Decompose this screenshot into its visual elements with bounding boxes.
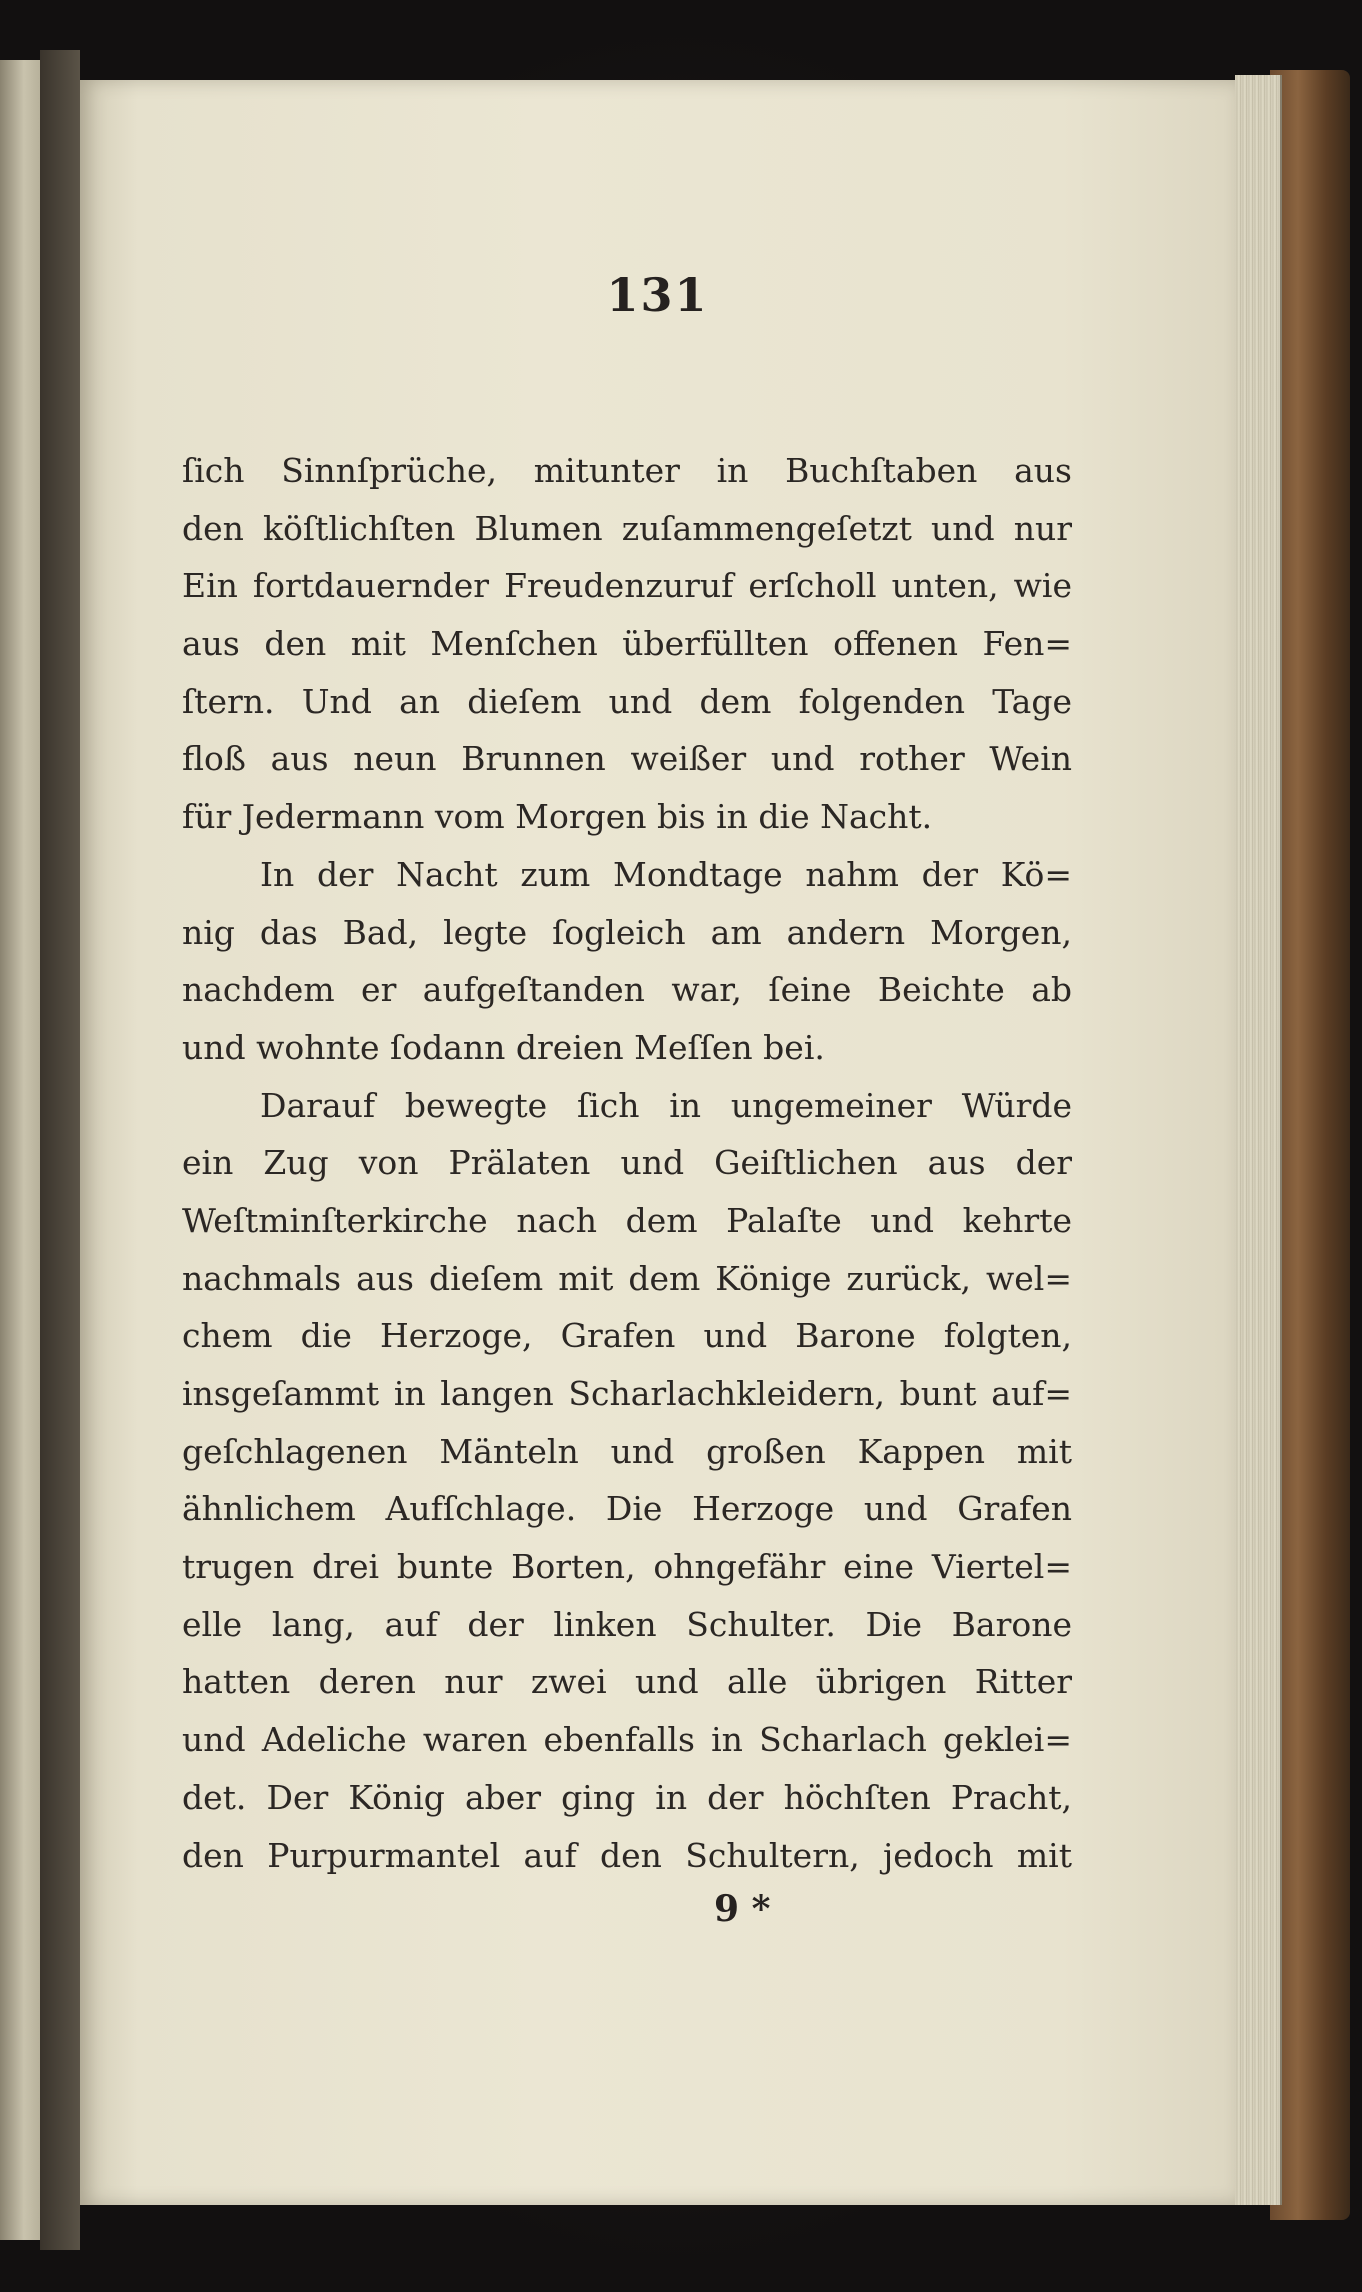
text-line: ähnlichem Aufſchlage. Die Herzoge und Grafen: [182, 1489, 1072, 1529]
text-line: für Jedermann vom Morgen bis in die Nacht.: [182, 797, 933, 837]
text-line: den köſtlichſten Blumen zuſammengeſetzt und nur: [182, 508, 1072, 548]
text-line: In der Nacht zum Mondtage nahm der Kö=: [260, 854, 1072, 894]
text-line: Ein fortdauernder Freudenzuruf erſcholl unten, wie: [182, 566, 1072, 606]
book-cover-edge: [1270, 70, 1350, 2220]
text-line: trugen drei bunte Borten, ohngefähr eine Viertel=: [182, 1547, 1072, 1587]
text-line: ſtern. Und an dieſem und dem folgenden Tage: [182, 681, 1072, 721]
text-line: nig das Bad, legte ſogleich am andern Morgen,: [182, 912, 1072, 952]
page-text: [182, 442, 1072, 1884]
text-line: det. Der König aber ging in der höchſten Pracht,: [182, 1777, 1072, 1817]
text-line: ein Zug von Prälaten und Geiſtlichen aus der: [182, 1143, 1072, 1183]
text-line: floß aus neun Brunnen weißer und rother Wein: [182, 739, 1072, 779]
text-line: nachdem er aufgeſtanden war, ſeine Beichte ab: [182, 970, 1072, 1010]
text-line: den Purpurmantel auf den Schultern, jedoch mit: [182, 1835, 1072, 1875]
text-line: und Adeliche waren ebenfalls in Scharlach geklei=: [182, 1720, 1072, 1760]
text-line: insgeſammt in langen Scharlachkleidern, bunt auf=: [182, 1374, 1072, 1413]
text-line: Weſtminſterkirche nach dem Palaſte und kehrte: [182, 1200, 1072, 1240]
text-line: hatten deren nur zwei und alle übrigen Ritter: [182, 1662, 1072, 1702]
text-line: elle lang, auf der linken Schulter. Die Barone: [182, 1604, 1072, 1644]
signature-mark: 9 *: [714, 1888, 771, 1930]
text-line: chem die Herzoge, Grafen und Barone folgten,: [182, 1316, 1072, 1356]
previous-page-edge: [0, 60, 42, 2240]
text-line: geſchlagenen Mänteln und großen Kappen mit: [182, 1431, 1072, 1471]
book-page: [80, 80, 1235, 2205]
page-number: 131: [606, 268, 709, 322]
text-line: ſich Sinnſprüche, mitunter in Buchſtaben aus: [182, 451, 1072, 490]
book-gutter: [40, 50, 80, 2250]
text-line: Darauf bewegte ſich in ungemeiner Würde: [260, 1085, 1072, 1125]
text-line: und wohnte ſodann dreien Meſſen bei.: [182, 1027, 825, 1067]
page-stack-edges: [1235, 75, 1282, 2205]
text-line: nachmals aus dieſem mit dem Könige zurück, wel=: [182, 1258, 1072, 1298]
text-line: aus den mit Menſchen überfüllten offenen Fen=: [182, 624, 1072, 664]
